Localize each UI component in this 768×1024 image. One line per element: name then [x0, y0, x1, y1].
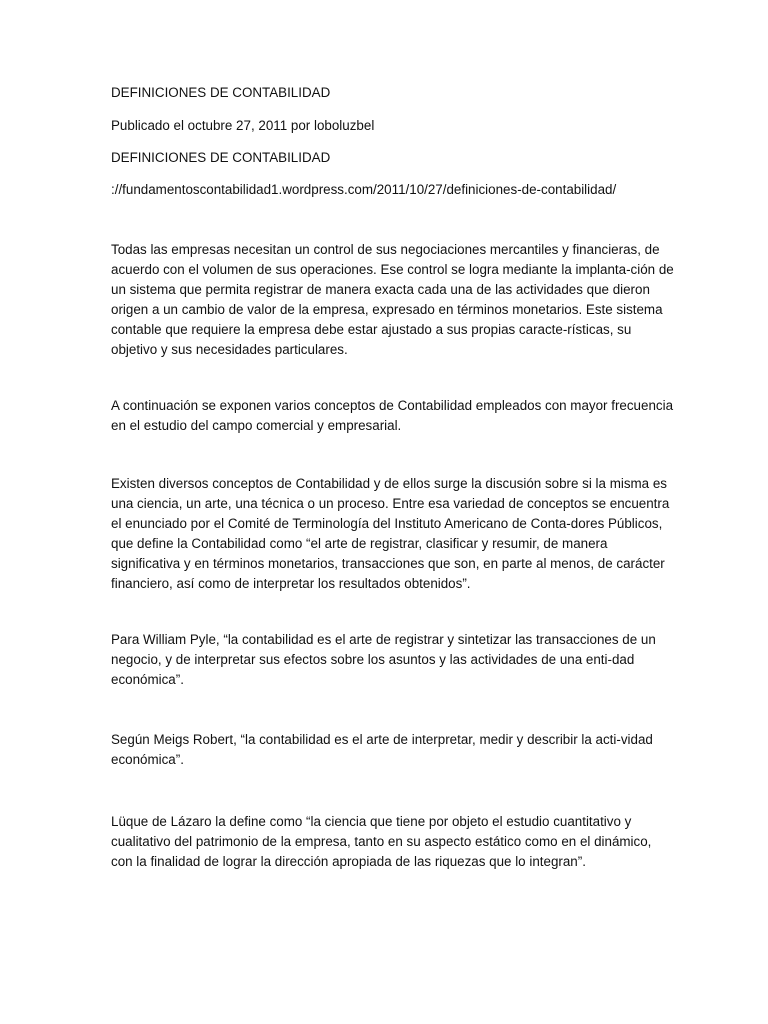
paragraph-line: un sistema que permita registrar de manera exacta cada una de las actividades que dieron [111, 282, 650, 297]
paragraph-line: económica”. [111, 752, 184, 767]
paragraph-meigs-definition [111, 730, 653, 770]
paragraph-line: Existen diversos conceptos de Contabilidad y de ellos surge la discusión sobre si la misma es [111, 476, 667, 491]
paragraph-line: con la finalidad de lograr la dirección apropiada de las riquezas que lo integran”. [111, 854, 586, 869]
paragraph-concepts [111, 396, 673, 436]
paragraph-line: negocio, y de interpretar sus efectos sobre los asuntos y las actividades de una enti-dad [111, 652, 635, 667]
paragraph-line: contable que requiere la empresa debe estar ajustado a sus propias caracte-rísticas, su [111, 322, 632, 337]
source-url: ://fundamentoscontabilidad1.wordpress.com/2011/10/27/definiciones-de-contabilidad/ [111, 182, 617, 197]
paragraph-line: significativa y en términos monetarios, transacciones que son, en parte al menos, de carácter [111, 556, 665, 571]
paragraph-intro [111, 240, 674, 360]
paragraph-line: A continuación se exponen varios conceptos de Contabilidad empleados con mayor frecuencia [111, 398, 674, 413]
byline: Publicado el octubre 27, 2011 por loboluzbel [111, 118, 375, 133]
paragraph-line: Según Meigs Robert, “la contabilidad es el arte de interpretar, medir y describir la acti-vidad [111, 732, 653, 747]
paragraph-line: acuerdo con el volumen de sus operaciones. Ese control se logra mediante la implanta-ción de [111, 262, 674, 277]
document-heading: DEFINICIONES DE CONTABILIDAD [111, 85, 331, 100]
paragraph-line: financiero, así como de interpretar los resultados obtenidos”. [111, 576, 471, 591]
paragraph-line: el enunciado por el Comité de Terminología del Instituto Americano de Conta-dores Públicos, [111, 516, 663, 531]
paragraph-line: cualitativo del patrimonio de la empresa, tanto en su aspecto estático como en el dinámico, [111, 834, 652, 849]
paragraph-aicpa-definition [111, 474, 669, 594]
paragraph-pyle-definition [111, 630, 656, 690]
paragraph-line: en el estudio del campo comercial y empresarial. [111, 418, 402, 433]
paragraph-line: objetivo y sus necesidades particulares. [111, 342, 348, 357]
paragraph-line: origen a un cambio de valor de la empresa, expresado en términos monetarios. Este sistema [111, 302, 663, 317]
paragraph-line: Para William Pyle, “la contabilidad es el arte de registrar y sintetizar las transacciones de un [111, 632, 656, 647]
paragraph-line: que define la Contabilidad como “el arte de registrar, clasificar y resumir, de manera [111, 536, 608, 551]
paragraph-line: Lüque de Lázaro la define como “la ciencia que tiene por objeto el estudio cuantitativo y [111, 814, 632, 829]
paragraph-luque-definition [111, 812, 651, 872]
paragraph-line: Todas las empresas necesitan un control de sus negociaciones mercantiles y financieras, de [111, 242, 660, 257]
document-subheading: DEFINICIONES DE CONTABILIDAD [111, 150, 331, 165]
paragraph-line: económica”. [111, 672, 184, 687]
paragraph-line: una ciencia, un arte, una técnica o un proceso. Entre esa variedad de conceptos se encuentra [111, 496, 670, 511]
